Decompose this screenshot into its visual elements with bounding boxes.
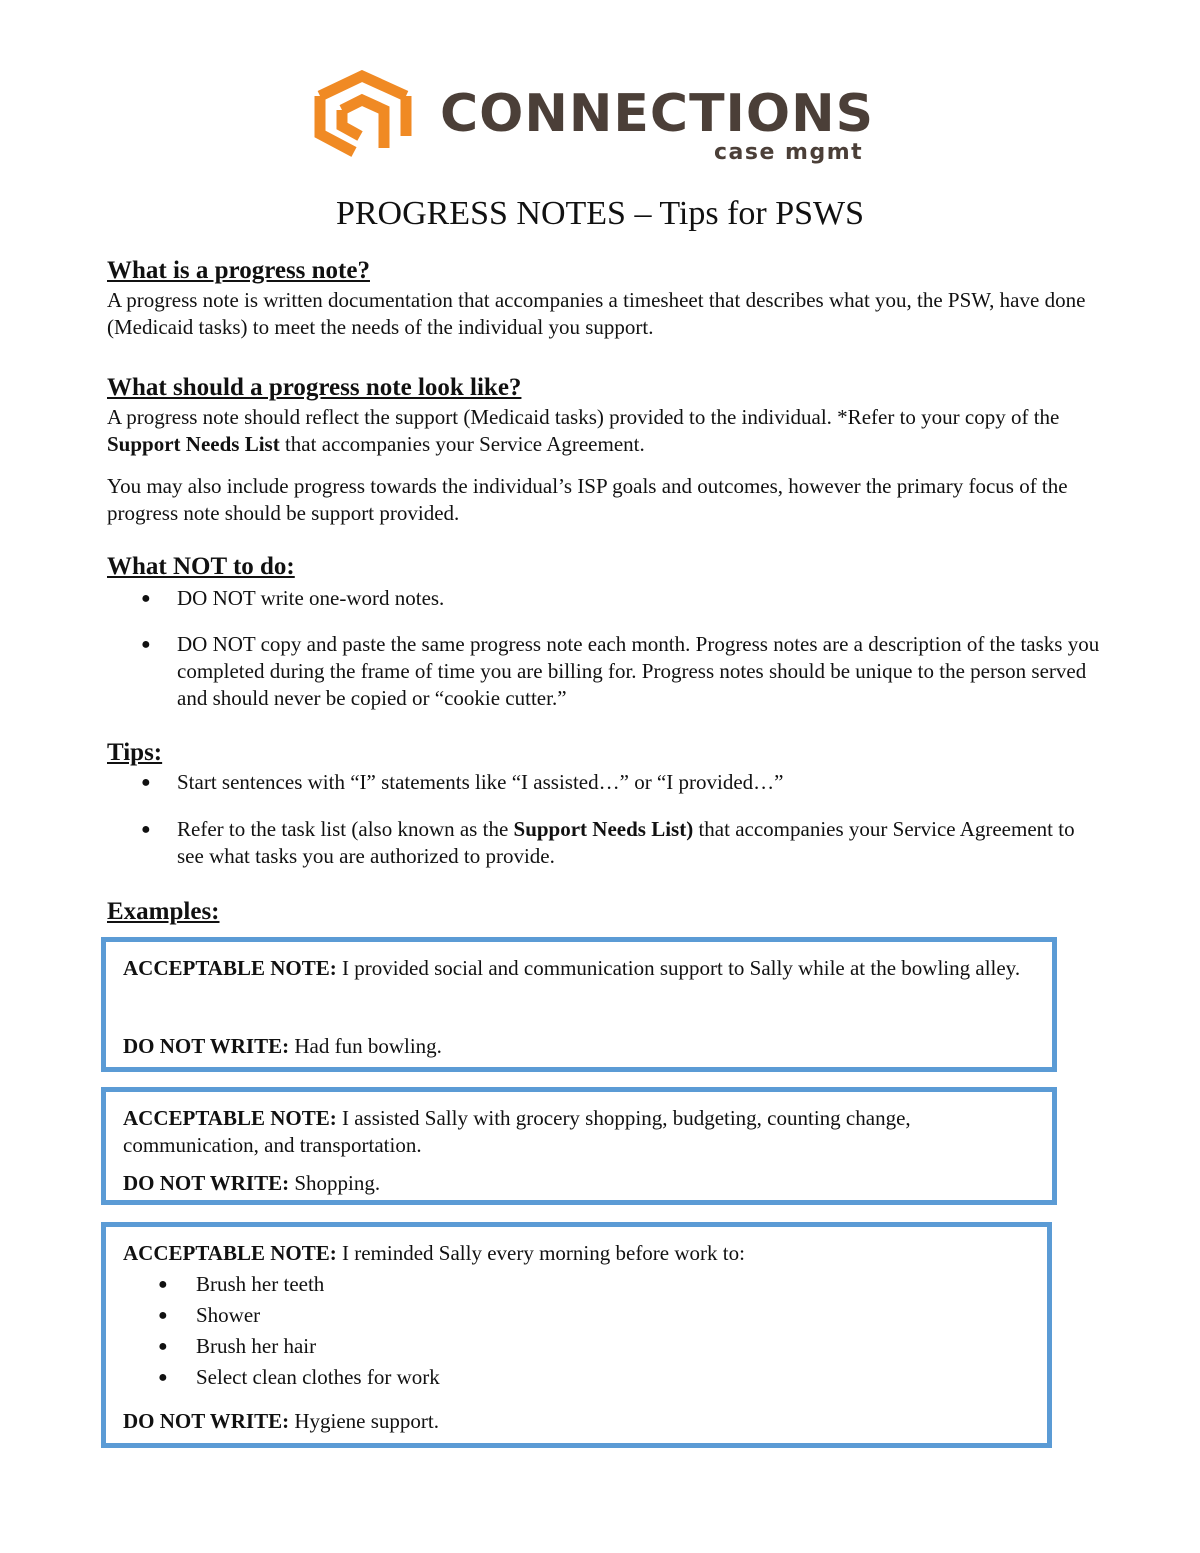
list-item: ● Start sentences with “I” statements like “I assisted…” or “I provided…” (141, 770, 784, 794)
bullet-icon: ● (141, 636, 151, 653)
acceptable-note-3: ACCEPTABLE NOTE: I reminded Sally every morning before work to: (123, 1241, 745, 1265)
logo-tagline: case mgmt (714, 140, 864, 165)
bullet-icon: ● (158, 1369, 168, 1386)
paragraph-what-is: A progress note is written documentation that accompanies a timesheet that describes what you, the PSW, have done (Medicaid tasks) to meet the needs of the individual you support. (107, 288, 1086, 339)
list-item: ● DO NOT write one-word notes. (141, 586, 445, 610)
bullet-icon: ● (141, 821, 151, 838)
box-logo-icon (312, 70, 416, 164)
list-item: ● Brush her teeth (158, 1269, 440, 1300)
list-item: ● DO NOT copy and paste the same progress note each month. Progress notes are a description of the tasks you completed during the frame of time you are billing for. Progress notes should be unique to the person served and should never be copied or “cookie cutter.” (141, 632, 1100, 710)
list-item: ● Refer to the task list (also known as the Support Needs List) that accompanies your Service Agreement to see what tasks you are authorized to provide. (141, 817, 1075, 868)
logo-wordmark: CONNECTIONS (440, 84, 875, 144)
example-box-2 (101, 1087, 1057, 1205)
bullet-icon: ● (158, 1338, 168, 1355)
do-not-write-2: DO NOT WRITE: Shopping. (123, 1171, 381, 1195)
do-not-write-3: DO NOT WRITE: Hygiene support. (123, 1409, 439, 1433)
heading-what-is: What is a progress note? (107, 257, 370, 284)
do-not-write-1: DO NOT WRITE: Had fun bowling. (123, 1034, 442, 1058)
bullet-icon: ● (141, 590, 151, 607)
list-item: ● Select clean clothes for work (158, 1362, 440, 1393)
heading-look-like: What should a progress note look like? (107, 374, 522, 401)
hygiene-list (158, 1269, 440, 1393)
heading-examples: Examples: (107, 898, 220, 925)
support-needs-list-bold: Support Needs List (107, 432, 280, 456)
not-to-do-list-2 (141, 631, 1101, 712)
bullet-icon: ● (141, 774, 151, 791)
bullet-icon: ● (158, 1276, 168, 1293)
list-item: ● Brush her hair (158, 1331, 440, 1362)
example-box-1 (101, 937, 1057, 1072)
heading-tips: Tips: (107, 739, 163, 766)
acceptable-note-2: ACCEPTABLE NOTE: I assisted Sally with grocery shopping, budgeting, counting change, communication, and transportation. (123, 1106, 911, 1157)
example-box-3 (101, 1222, 1052, 1448)
tips-list (141, 769, 1101, 796)
bullet-icon: ● (158, 1307, 168, 1324)
paragraph-look-like: A progress note should reflect the support (Medicaid tasks) provided to the individual. *Refer to your copy of the Support Needs List that accompanies your Service Agreement. (107, 405, 1060, 456)
paragraph-isp-goals: You may also include progress towards the individual’s ISP goals and outcomes, however the primary focus of the progress note should be support provided. (107, 474, 1068, 525)
company-logo (312, 70, 892, 170)
acceptable-note-1: ACCEPTABLE NOTE: I provided social and communication support to Sally while at the bowling alley. (123, 956, 1021, 980)
list-item: ● Shower (158, 1300, 440, 1331)
not-to-do-list (141, 585, 1101, 612)
heading-not-to-do: What NOT to do: (107, 553, 295, 580)
page-title: PROGRESS NOTES – Tips for PSWS (335, 195, 865, 232)
tips-list-2 (141, 816, 1101, 870)
